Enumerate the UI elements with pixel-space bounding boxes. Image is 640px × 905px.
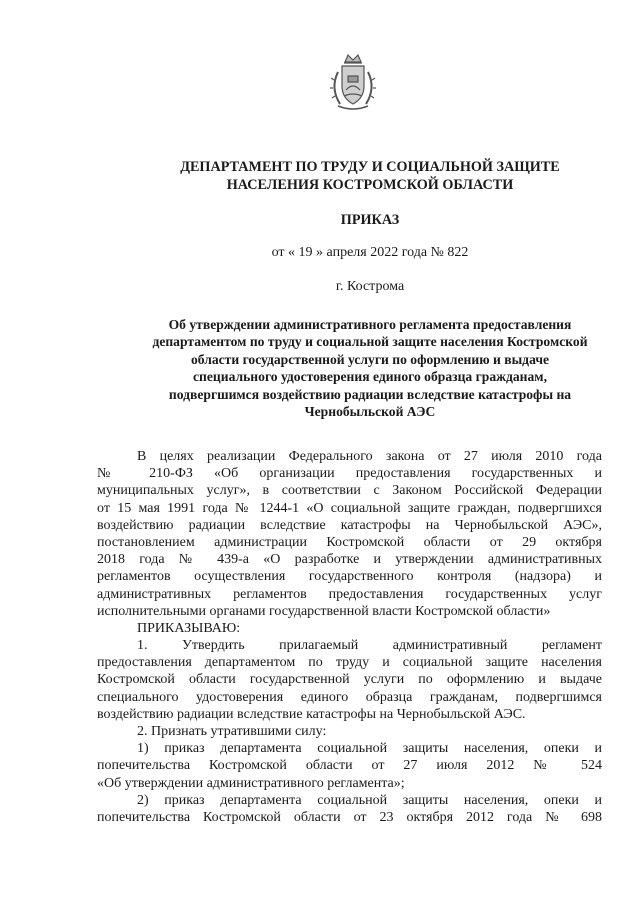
item1-line: предоставления департаментом по труду и социальной защите населения: [97, 655, 602, 671]
item2-2-line: попечительства Костромской области от 23 октября 2012 года № 698: [97, 809, 602, 825]
city-name: г. Кострома: [335, 279, 405, 294]
department-name-line1: ДЕПАРТАМЕНТ ПО ТРУДУ И СОЦИАЛЬНОЙ ЗАЩИТЕ: [180, 159, 560, 175]
title-line: подвергшимся воздействию радиации вследствие катастрофы на: [168, 386, 572, 402]
preamble-line: исполнительными органами государственной власти Костромской области»: [97, 603, 551, 619]
order-date-number: от « 19 » апреля 2022 года № 822: [271, 245, 469, 260]
title-line: Об утверждении административного регламента предоставления: [168, 317, 572, 332]
item1-line: 1. Утвердить прилагаемый административный регламент: [137, 638, 602, 654]
preamble-line: воздействию радиации вследствие катастрофы на Чернобыльской АЭС»,: [97, 517, 602, 533]
title-line: Чернобыльской АЭС: [304, 404, 436, 420]
title-line: департаментом по труду и социальной защите населения Костромской: [152, 334, 588, 350]
item2-heading: 2. Признать утратившими силу:: [137, 724, 327, 739]
document-type: ПРИКАЗ: [340, 212, 400, 228]
item1-line: специального удостоверения единого образца гражданам, подвергшимся: [97, 689, 602, 705]
item2-1-line: попечительства Костромской области от 27 июля 2012 № 524: [97, 758, 602, 774]
preamble-line: В целях реализации Федерального закона от 27 июля 2010 года: [137, 449, 602, 464]
coat-of-arms-icon: [328, 52, 378, 114]
item1-line: воздействию радиации вследствие катастрофы на Чернобыльской АЭС.: [97, 706, 526, 722]
item2-1-line: 1) приказ департамента социальной защиты населения, опеки и: [137, 741, 602, 757]
preamble-line: 2018 года № 439-а «О разработке и утверждении административных: [97, 552, 602, 568]
department-name-line2: НАСЕЛЕНИЯ КОСТРОМСКОЙ ОБЛАСТИ: [226, 177, 514, 193]
preamble-line: постановлением администрации Костромской области от 29 октября: [97, 534, 602, 550]
preamble-line: № 210-ФЗ «Об организации предоставления государственных и: [97, 466, 602, 482]
preamble-line: административных регламентов предоставления государственных услуг: [97, 586, 602, 602]
order-word: ПРИКАЗЫВАЮ:: [137, 620, 241, 636]
preamble-line: муниципальных услуг», в соответствии с Законом Российской Федерации: [97, 483, 602, 499]
item2-1-line: «Об утверждении административного регламента»;: [97, 775, 405, 791]
preamble-line: от 15 мая 1991 года № 1244-1 «О социальной защите граждан, подвергшихся: [97, 500, 602, 516]
item1-line: Костромской области государственной услуги по оформлению и выдаче: [97, 672, 602, 688]
order-title: [100, 316, 640, 420]
preamble-line: регламентов осуществления государственного контроля (надзора) и: [97, 569, 602, 585]
document-body: [97, 448, 602, 826]
title-line: специального удостоверения единого образца гражданам,: [193, 369, 547, 385]
title-line: области государственной услуги по оформлению и выдаче: [190, 351, 550, 367]
item2-2-line: 2) приказ департамента социальной защиты населения, опеки и: [137, 792, 602, 808]
